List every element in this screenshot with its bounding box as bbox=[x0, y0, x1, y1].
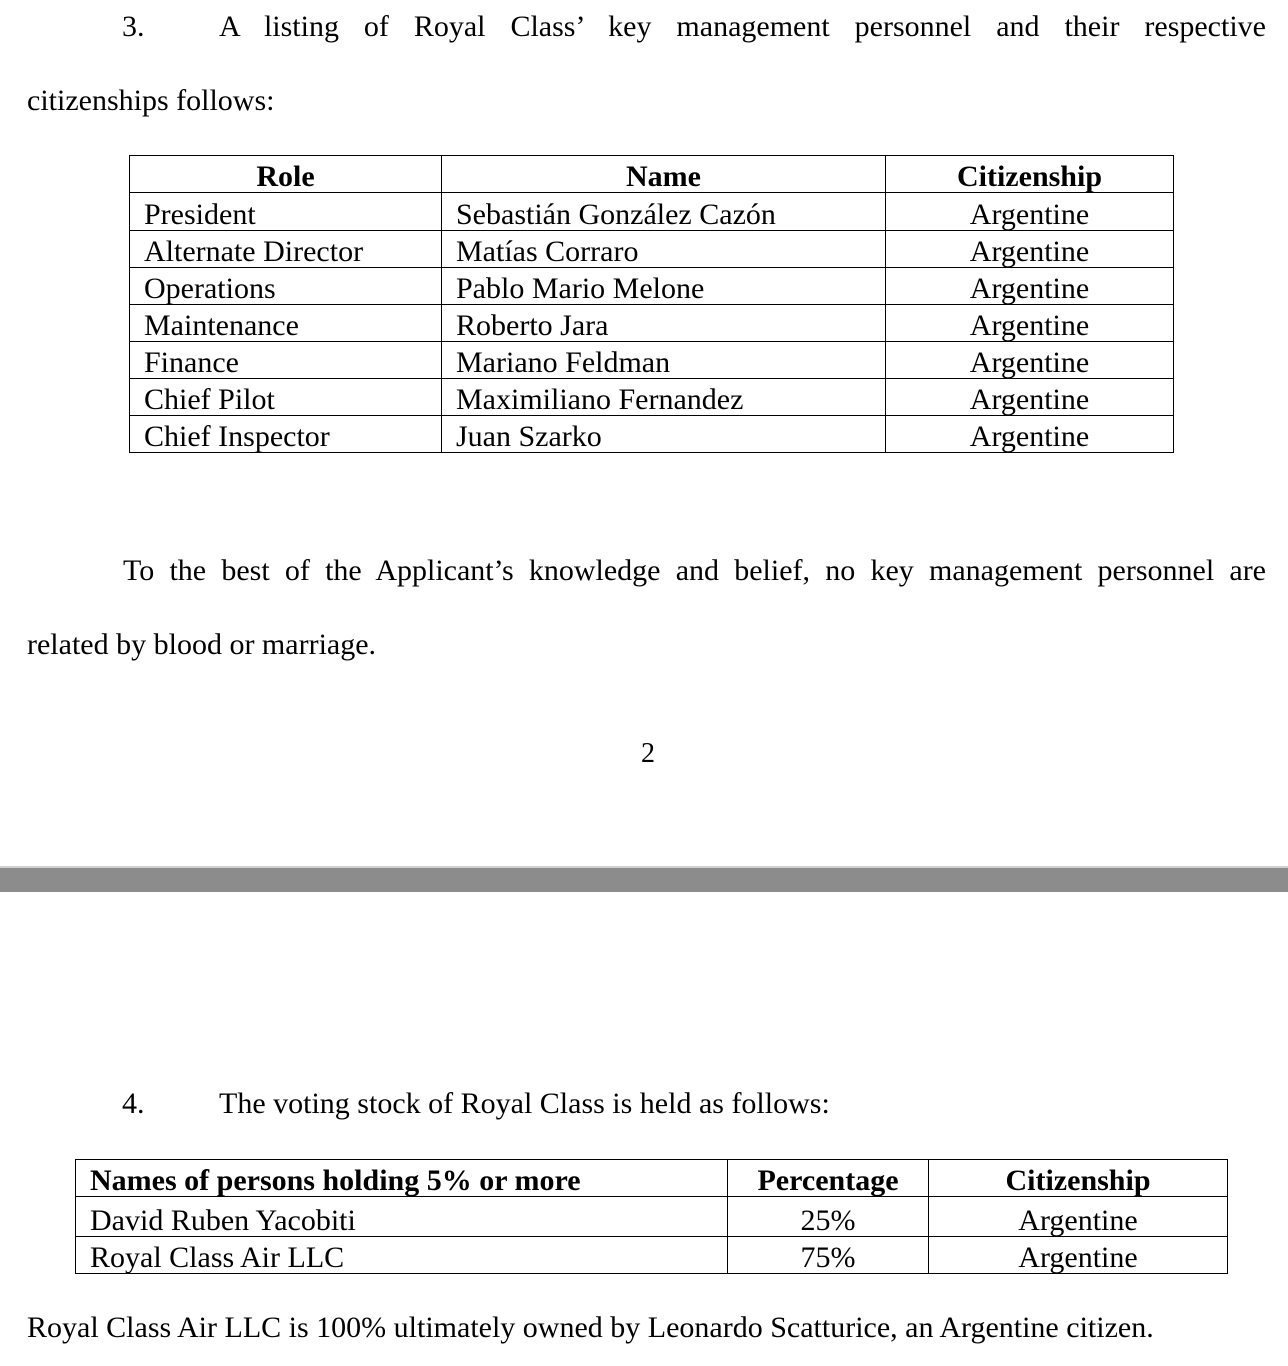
name-cell: Matías Corraro bbox=[442, 231, 886, 268]
table-row bbox=[76, 1237, 1228, 1274]
table-row bbox=[130, 231, 1174, 268]
table-row bbox=[130, 268, 1174, 305]
key-personnel-table bbox=[129, 155, 1174, 453]
column-header-holder-names: Names of persons holding 5% or more bbox=[76, 1160, 728, 1197]
table-row bbox=[130, 379, 1174, 416]
column-header-citizenship: Citizenship bbox=[886, 156, 1174, 193]
section-4-number: 4. bbox=[122, 1087, 145, 1120]
role-cell: Alternate Director bbox=[130, 231, 442, 268]
role-cell: Chief Inspector bbox=[130, 416, 442, 453]
table-header-row bbox=[76, 1160, 1228, 1197]
role-cell: President bbox=[130, 193, 442, 231]
section-3-line-2: citizenships follows: bbox=[27, 84, 275, 117]
role-cell: Operations bbox=[130, 268, 442, 305]
name-cell: Juan Szarko bbox=[442, 416, 886, 453]
column-header-percentage: Percentage bbox=[728, 1160, 929, 1197]
holder-name-cell: David Ruben Yacobiti bbox=[76, 1197, 728, 1237]
section-3-number: 3. bbox=[122, 10, 145, 43]
name-cell: Roberto Jara bbox=[442, 305, 886, 342]
column-header-name: Name bbox=[442, 156, 886, 193]
name-cell: Pablo Mario Melone bbox=[442, 268, 886, 305]
page-break-divider bbox=[0, 866, 1288, 892]
table-row bbox=[130, 342, 1174, 379]
table-row bbox=[76, 1197, 1228, 1237]
table-row bbox=[130, 193, 1174, 231]
table-row bbox=[130, 305, 1174, 342]
table-row bbox=[130, 416, 1174, 453]
name-cell: Sebastián González Cazón bbox=[442, 193, 886, 231]
relation-statement-line-1: To the best of the Applicant’s knowledge and belief, no key management personnel are bbox=[123, 554, 1266, 587]
table-header-row bbox=[130, 156, 1174, 193]
citizenship-cell: Argentine bbox=[929, 1197, 1228, 1237]
role-cell: Finance bbox=[130, 342, 442, 379]
citizenship-cell: Argentine bbox=[886, 305, 1174, 342]
page-number: 2 bbox=[641, 738, 655, 769]
relation-statement-line-2: related by blood or marriage. bbox=[27, 628, 377, 661]
role-cell: Chief Pilot bbox=[130, 379, 442, 416]
holder-name-cell: Royal Class Air LLC bbox=[76, 1237, 728, 1274]
role-cell: Maintenance bbox=[130, 305, 442, 342]
citizenship-cell: Argentine bbox=[886, 342, 1174, 379]
percentage-cell: 75% bbox=[728, 1237, 929, 1274]
column-header-citizenship: Citizenship bbox=[929, 1160, 1228, 1197]
ownership-note: Royal Class Air LLC is 100% ultimately owned by Leonardo Scatturice, an Argentine citizen. bbox=[27, 1311, 1154, 1344]
section-4-text: The voting stock of Royal Class is held as follows: bbox=[219, 1087, 830, 1120]
citizenship-cell: Argentine bbox=[886, 268, 1174, 305]
column-header-role: Role bbox=[130, 156, 442, 193]
voting-stock-table bbox=[75, 1159, 1228, 1274]
citizenship-cell: Argentine bbox=[886, 379, 1174, 416]
citizenship-cell: Argentine bbox=[886, 193, 1174, 231]
citizenship-cell: Argentine bbox=[886, 416, 1174, 453]
section-3-line-1: A listing of Royal Class’ key management personnel and their respective bbox=[219, 10, 1266, 43]
name-cell: Maximiliano Fernandez bbox=[442, 379, 886, 416]
percentage-cell: 25% bbox=[728, 1197, 929, 1237]
citizenship-cell: Argentine bbox=[929, 1237, 1228, 1274]
name-cell: Mariano Feldman bbox=[442, 342, 886, 379]
citizenship-cell: Argentine bbox=[886, 231, 1174, 268]
